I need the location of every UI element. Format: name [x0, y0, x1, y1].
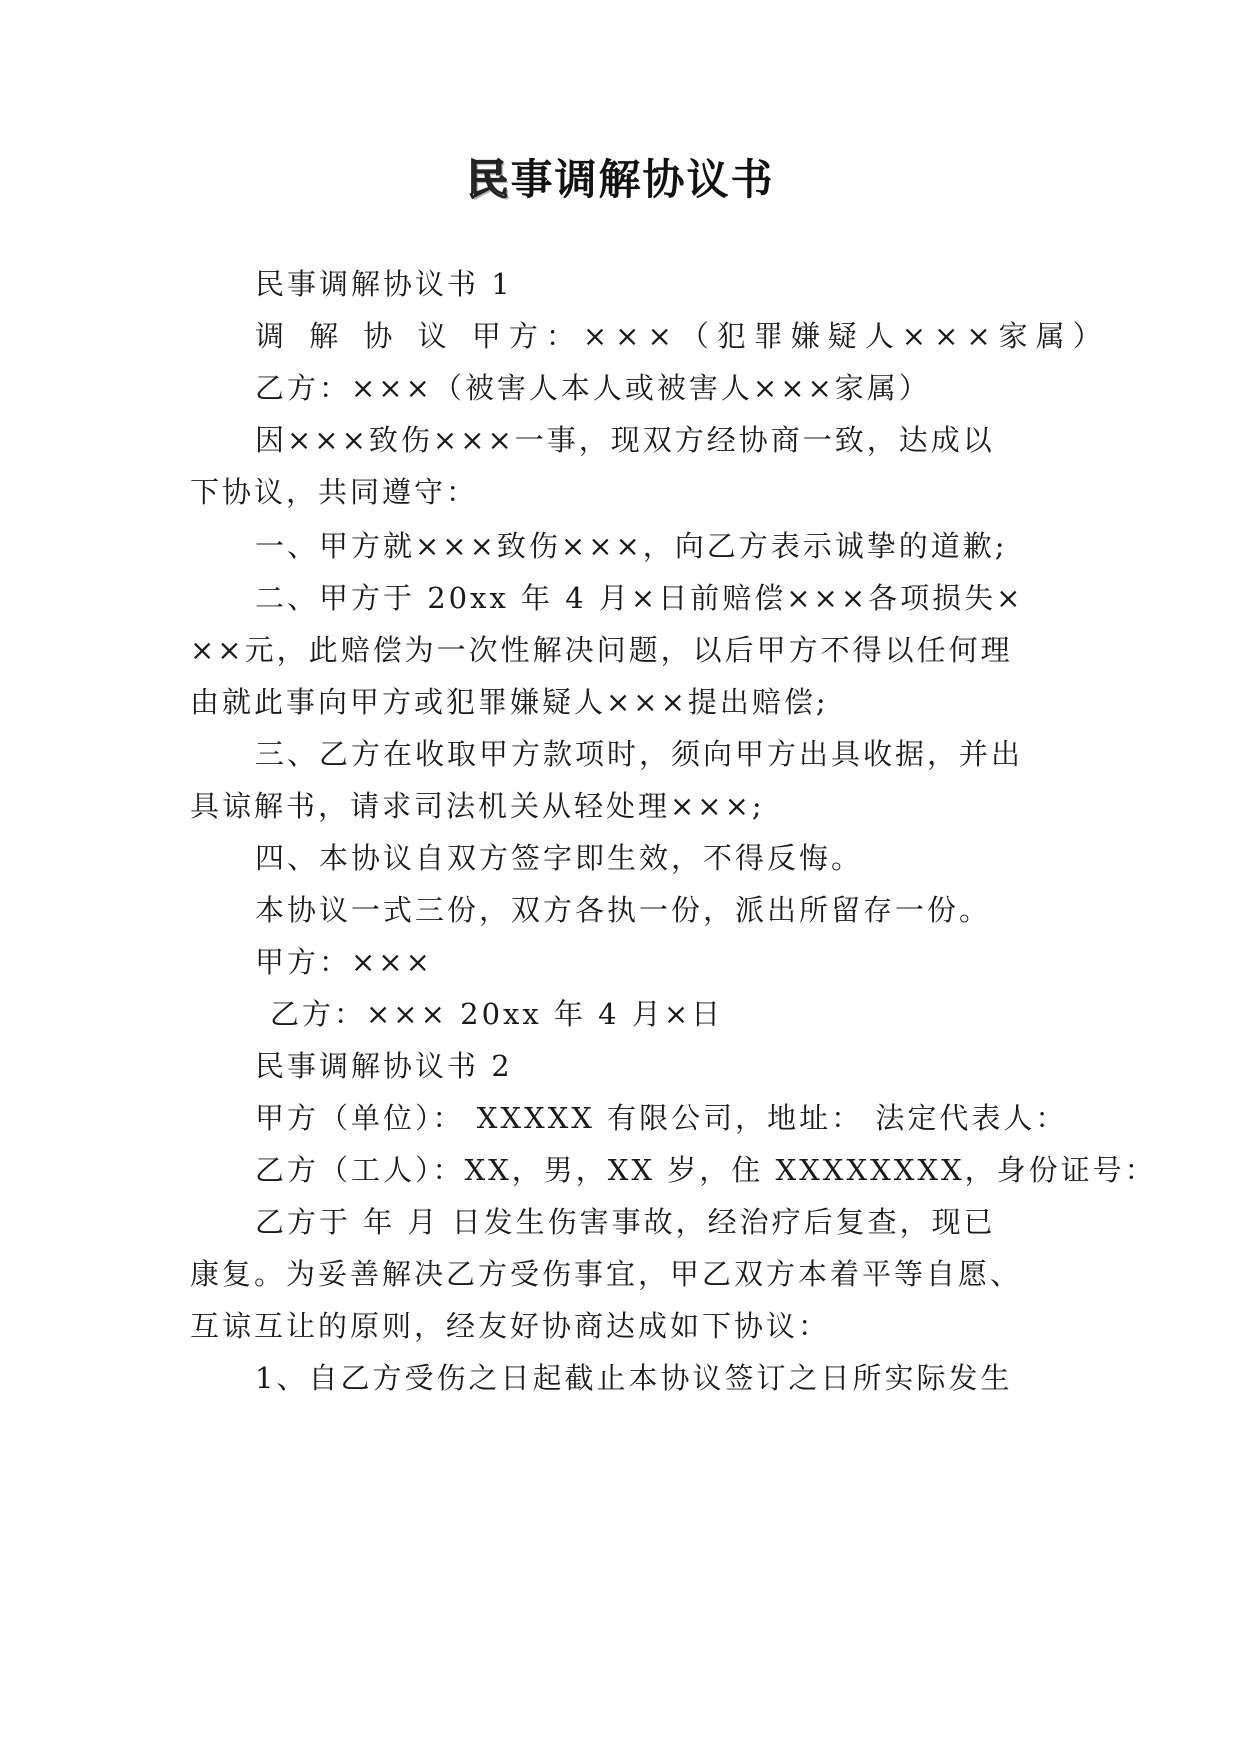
paragraph-line: 乙方（工人）：XX，男，XX 岁，住 XXXXXXXX，身份证号： [255, 1153, 1157, 1187]
paragraph-line: 康复。为妥善解决乙方受伤事宜，甲乙双方本着平等自愿、 [190, 1257, 1023, 1291]
paragraph-line: 乙方于 年 月 日发生伤害事故，经治疗后复查，现已 [255, 1205, 996, 1239]
paragraph-line: 一、甲方就×××致伤×××，向乙方表示诚挚的道歉; [255, 529, 1008, 563]
section-heading-1: 民事调解协议书 1 [255, 267, 513, 301]
document-title [0, 150, 1241, 210]
paragraph-line: 具谅解书，请求司法机关从轻处理×××; [190, 789, 765, 823]
paragraph-line: 本协议一式三份，双方各执一份，派出所留存一份。 [255, 893, 992, 927]
paragraph-line: 下协议，共同遵守： [190, 475, 479, 509]
paragraph-line: 互谅互让的原则，经友好协商达成如下协议： [190, 1309, 831, 1343]
paragraph-line: ××元，此赔偿为一次性解决问题，以后甲方不得以任何理 [190, 633, 1013, 667]
paragraph-line: 调 解 协 议 甲方：×××（犯罪嫌疑人×××家属） [255, 319, 1110, 353]
paragraph-line: 甲方（单位）： XXXXX 有限公司，地址： 法定代表人： [255, 1101, 1068, 1135]
signature-party-b-date: 乙方：××× 20xx 年 4 月×日 [270, 997, 724, 1031]
paragraph-line: 由就此事向甲方或犯罪嫌疑人×××提出赔偿; [190, 685, 829, 719]
paragraph-line: 1、自乙方受伤之日起截止本协议签订之日所实际发生 [255, 1361, 1013, 1395]
section-heading-2: 民事调解协议书 2 [255, 1049, 513, 1083]
paragraph-line: 乙方：×××（被害人本人或被害人×××家属） [255, 371, 931, 405]
paragraph-line: 四、本协议自双方签字即生效，不得反悔。 [255, 841, 864, 875]
paragraph-line: 二、甲方于 20xx 年 4 月×日前赔偿×××各项损失× [255, 581, 1024, 615]
paragraph-line: 三、乙方在收取甲方款项时，须向甲方出具收据，并出 [255, 737, 1024, 771]
paragraph-line: 因×××致伤×××一事，现双方经协商一致，达成以 [255, 423, 995, 457]
signature-party-a: 甲方：××× [255, 945, 433, 979]
title-rest: 事调解协议书 [510, 155, 775, 204]
title-first-char: 民 [466, 155, 511, 204]
